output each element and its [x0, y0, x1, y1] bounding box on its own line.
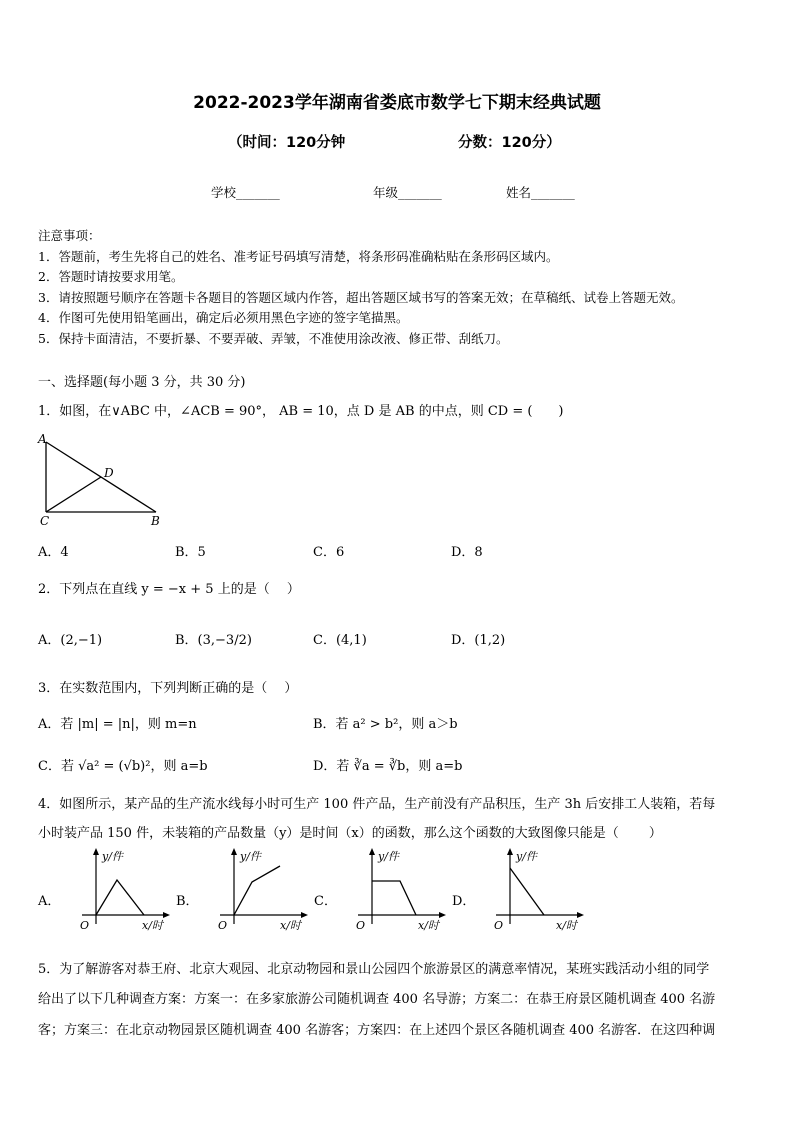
q3-option-c[interactable]: C．若 √a² = (√b)²，则 a=b	[38, 759, 208, 774]
question-4-line-1: 4．如图所示，某产品的生产流水线每小时可生产 100 件产品，生产前没有产品积压，生产 3h 后安排工人装箱，若每	[38, 797, 716, 812]
graph-d	[476, 846, 588, 940]
q1-option-a[interactable]: A．4	[38, 545, 69, 560]
school-field[interactable]: 学校_______	[211, 185, 280, 200]
note-item: 2．答题时请按要求用笔。	[38, 269, 184, 284]
question-4-line-2: 小时装产品 150 件，未装箱的产品数量（y）是时间（x）的函数，那么这个函数的大致图像只能是（ ）	[38, 826, 662, 841]
notes-heading: 注意事项：	[38, 228, 101, 243]
q1-option-b[interactable]: B．5	[175, 545, 206, 560]
svg-text:O: O	[494, 919, 504, 932]
q3-option-d[interactable]: D．若 ∛a = ∛b，则 a=b	[313, 759, 463, 774]
svg-text:O: O	[356, 919, 366, 932]
svg-text:x/时: x/时	[142, 919, 163, 932]
q4-option-d[interactable]: D．	[452, 894, 476, 909]
q2-option-c[interactable]: C．(4,1)	[313, 633, 367, 648]
graph-b	[200, 846, 312, 940]
svg-text:y/件: y/件	[240, 850, 261, 863]
svg-text:O: O	[80, 919, 90, 932]
svg-text:y/件: y/件	[516, 850, 537, 863]
q1-option-c[interactable]: C．6	[313, 545, 345, 560]
graph-d-curve	[510, 868, 544, 915]
note-item: 3．请按照题号顺序在答题卡各题目的答题区域内作答，超出答题区域书写的答案无效；在草稿纸、试卷上答题无效。	[38, 290, 684, 305]
question-5-line-3: 客；方案三：在北京动物园景区随机调查 400 名游客；方案四：在上述四个景区各随机调查 400 名游客．在这四种调	[38, 1023, 716, 1038]
grade-field[interactable]: 年级_______	[373, 185, 442, 200]
page-title: 2022-2023学年湖南省娄底市数学七下期末经典试题	[193, 93, 601, 113]
q4-option-b[interactable]: B．	[176, 894, 199, 909]
q2-option-b[interactable]: B．(3,−3/2)	[175, 633, 252, 648]
q2-option-a[interactable]: A．(2,−1)	[38, 633, 103, 648]
note-item: 4．作图可先使用铅笔画出，确定后必须用黑色字迹的签字笔描黑。	[38, 310, 409, 325]
q2-option-d[interactable]: D．(1,2)	[451, 633, 506, 648]
svg-text:x/时: x/时	[280, 919, 301, 932]
q4-option-c[interactable]: C．	[314, 894, 337, 909]
vertex-a-label: A	[38, 432, 47, 446]
svg-text:y/件: y/件	[102, 850, 123, 863]
question-1-stem: 1．如图，在∨ABC 中，∠ACB = 90°， AB = 10，点 D 是 AB 的中点，则 CD = ( )	[38, 404, 564, 419]
question-3-stem: 3．在实数范围内，下列判断正确的是（ ）	[38, 681, 298, 696]
section-heading: 一、选择题(每小题 3 分，共 30 分)	[38, 375, 246, 390]
svg-text:x/时: x/时	[556, 919, 577, 932]
q3-option-a[interactable]: A．若 |m| = |n|，则 m=n	[38, 717, 197, 732]
graph-b-curve	[234, 866, 280, 915]
vertex-b-label: B	[151, 514, 160, 528]
svg-text:x/时: x/时	[418, 919, 439, 932]
graph-a	[62, 846, 174, 940]
note-item: 1．答题前，考生先将自己的姓名、准考证号码填写清楚，将条形码准确粘贴在条形码区域内。	[38, 249, 559, 264]
exam-score: 分数：120分）	[458, 135, 561, 151]
exam-time: （时间：120分钟	[228, 135, 346, 151]
question-5-line-1: 5．为了解游客对恭王府、北京大观园、北京动物园和景山公园四个旅游景区的满意率情况，某班实践活动小组的同学	[38, 962, 710, 977]
q4-option-a[interactable]: A．	[38, 894, 61, 909]
graph-c	[338, 846, 450, 940]
q1-option-d[interactable]: D．8	[451, 545, 483, 560]
question-5-line-2: 给出了以下几种调查方案：方案一：在多家旅游公司随机调查 400 名导游；方案二：在恭王府景区随机调查 400 名游	[38, 992, 716, 1007]
note-item: 5．保持卡面清洁，不要折暴、不要弄破、弄皱，不准使用涂改液、修正带、刮纸刀。	[38, 331, 509, 346]
median-cd	[46, 477, 101, 512]
vertex-c-label: C	[40, 514, 50, 528]
vertex-d-label: D	[104, 466, 114, 480]
svg-text:O: O	[218, 919, 228, 932]
name-field[interactable]: 姓名_______	[506, 185, 575, 200]
svg-text:y/件: y/件	[378, 850, 399, 863]
q3-option-b[interactable]: B．若 a² > b²，则 a＞b	[313, 717, 458, 732]
triangle-figure	[30, 430, 170, 530]
graph-a-curve	[96, 880, 144, 915]
graph-c-curve	[372, 881, 416, 915]
question-2-stem: 2．下列点在直线 y = −x + 5 上的是（ ）	[38, 582, 300, 597]
